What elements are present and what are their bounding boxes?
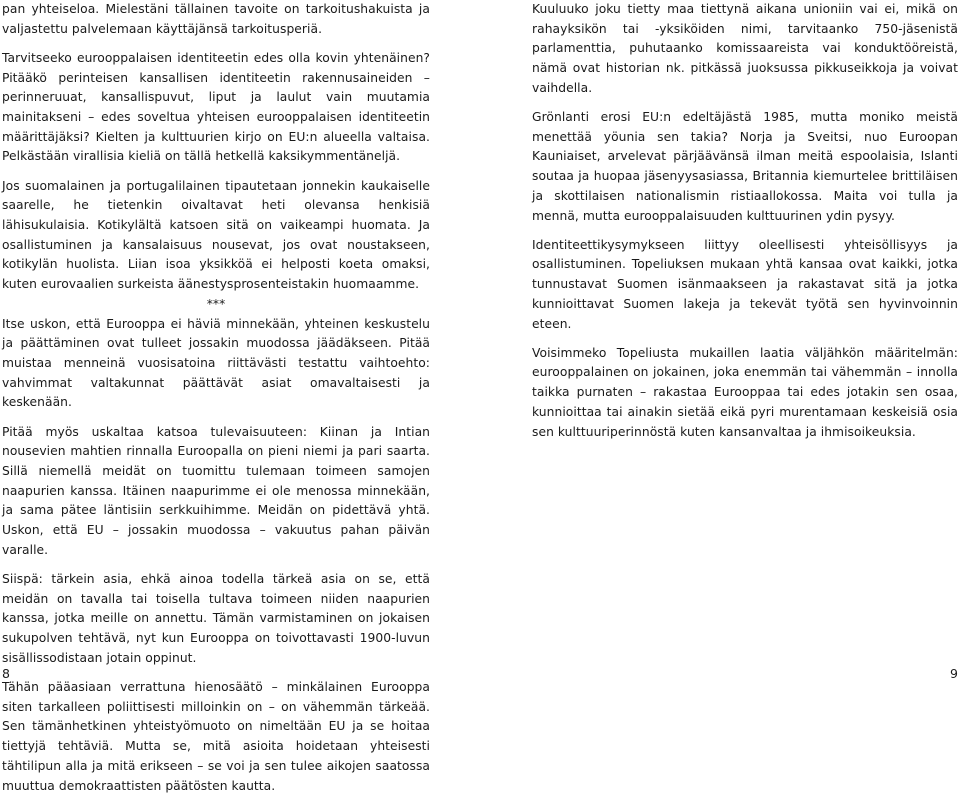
paragraph: Tarvitseeko eurooppalaisen identiteetin edes olla kovin yhtenäinen? Pitääkö perinteisen kansallisen identiteetin rakennusaineiden – perinneruuat, kansallispuvut, liput ja laulut vain muutamia mainitakseni – edes soveltua yhteisen eurooppalaisen identiteetin määrittäjäksi? Kielten ja kulttuurien kirjo on EU:n alueella valtaisa. Pelkästään virallisia kieliä on tällä hetkellä kaksikymmentäneljä.: [2, 50, 430, 164]
page-number-left: 8: [2, 666, 10, 681]
paragraph: Voisimmeko Topeliusta mukaillen laatia väljähkön määritelmän: eurooppalainen on jokainen, joka enemmän tai vähemmän – innolla taikka purnaten – rakastaa Eurooppaa tai edes jotakin sen osaa, kunnioittaa tai ainakin sietää eikä pyri murentamaan keskeisiä osia sen kulttuuriperinnöstä kuten kansanvaltaa ja ihmisoikeuksia.: [532, 345, 958, 439]
left-text-column: [2, 0, 430, 806]
right-text-column: [532, 0, 958, 452]
paragraph: Itse uskon, että Eurooppa ei häviä minnekään, yhteinen keskustelu ja päättäminen ovat tulleet jossakin muodossa jäädäkseen. Pitää muistaa menneinä vuosisatoina riittävästi testattu vaihtoehto: vahvimmat valtakunnat päättävät asiat omavaltaisesti ja keskenään.: [2, 316, 430, 410]
paragraph: Kuuluuko joku tietty maa tiettynä aikana unioniin vai ei, mikä on rahayksikön tai -yksiköiden nimi, tarvitaanko 750-jäsenistä parlamenttia, puhutaanko komissaareista vai konduktööreistä, nämä ovat historian nk. pitkässä juoksussa pikkuseikkoja ja voivat vaihdella.: [532, 2, 958, 95]
paragraph: Pitää myös uskaltaa katsoa tulevaisuuteen: Kiinan ja Intian nousevien mahtien rinnalla Euroopalla on pieni niemi ja pari saarta. Sillä niemellä meidät on tuomittu tulemaan toimeen samojen naapurien kanssa. Itäinen naapurimme ei ole menossa minnekään, ja sama pätee läntisiin serkkuihimme. Meidän on pidettävä yhtä. Uskon, että EU – jossakin muodossa – vakuutus pahan päivän varalle.: [2, 424, 430, 557]
paragraph: Tähän pääasiaan verrattuna hienosäätö – minkälainen Eurooppa siten tarkalleen poliittisesti milloinkin on – on vähemmän tärkeää. Sen tämänhetkinen yhteistyömuoto on nimeltään EU ja se hoitaa tiettyjä tehtäviä. Mutta se, mitä asioita hoidetaan yhteisesti tähtilipun alla ja mitä erikseen – se voi ja sen tulee aikojen saatossa muuttua demokraattisten päätösten kautta.: [2, 679, 430, 793]
paragraph: pan yhteiseloa. Mielestäni tällainen tavoite on tarkoitushakuista ja valjastettu palvelemaan käyttäjänsä tarkoitusperiä.: [2, 2, 430, 36]
paragraph: Jos suomalainen ja portugalilainen tipautetaan jonnekin kaukaiselle saarelle, he tietenkin oivaltavat heti olevansa henkisiä lähisukulaisia. Kotikylältä katsoen sitä on vaikeampi huomata. Ja osallistuminen ja kansalaisuus nousevat, jos ovat noustakseen, kotikylän huolista. Liian isoa yksikköä ei helposti koeta omaksi, kuten eurovaalien surkeista äänestysprosenteistakin huomaamme.: [2, 178, 430, 292]
paragraph: Grönlanti erosi EU:n edeltäjästä 1985, mutta moniko meistä menettää yöunia sen takia? Norja ja Sveitsi, nuo Euroopan Kauniaiset, arvelevat pärjäävänsä ilman meitä espoolaisia, Islanti soutaa ja huopaa jäsenyysasiassa, Britannia kiemurtelee brittiläisen ja skottilaisen nationalismin ristiaallokossa. Maita voi tulla ja mennä, mutta eurooppalaisuuden kulttuurinen ydin pysyy.: [532, 110, 958, 223]
section-separator: ***: [206, 296, 226, 311]
paragraph: Siispä: tärkein asia, ehkä ainoa todella tärkeä asia on se, että meidän on tavalla tai toisella tultava toimeen niiden naapurien kanssa, jotka meille on annettu. Tämän varmistaminen on jokaisen sukupolven tehtävä, nyt kun Eurooppa on toivottavasti 1900-luvun sisällissodistaan jotain oppinut.: [2, 571, 430, 665]
paragraph: Identiteettikysymykseen liittyy oleellisesti yhteisöllisyys ja osallistuminen. Topeliuksen mukaan yhtä kansaa ovat kaikki, jotka tunnustavat Suomen isänmaakseen ja rakastavat sitä ja jotka kunnioittavat Suomen lakeja ja tekevät työtä sen hyvinvoinnin eteen.: [532, 237, 958, 331]
page-number-right: 9: [950, 666, 958, 681]
